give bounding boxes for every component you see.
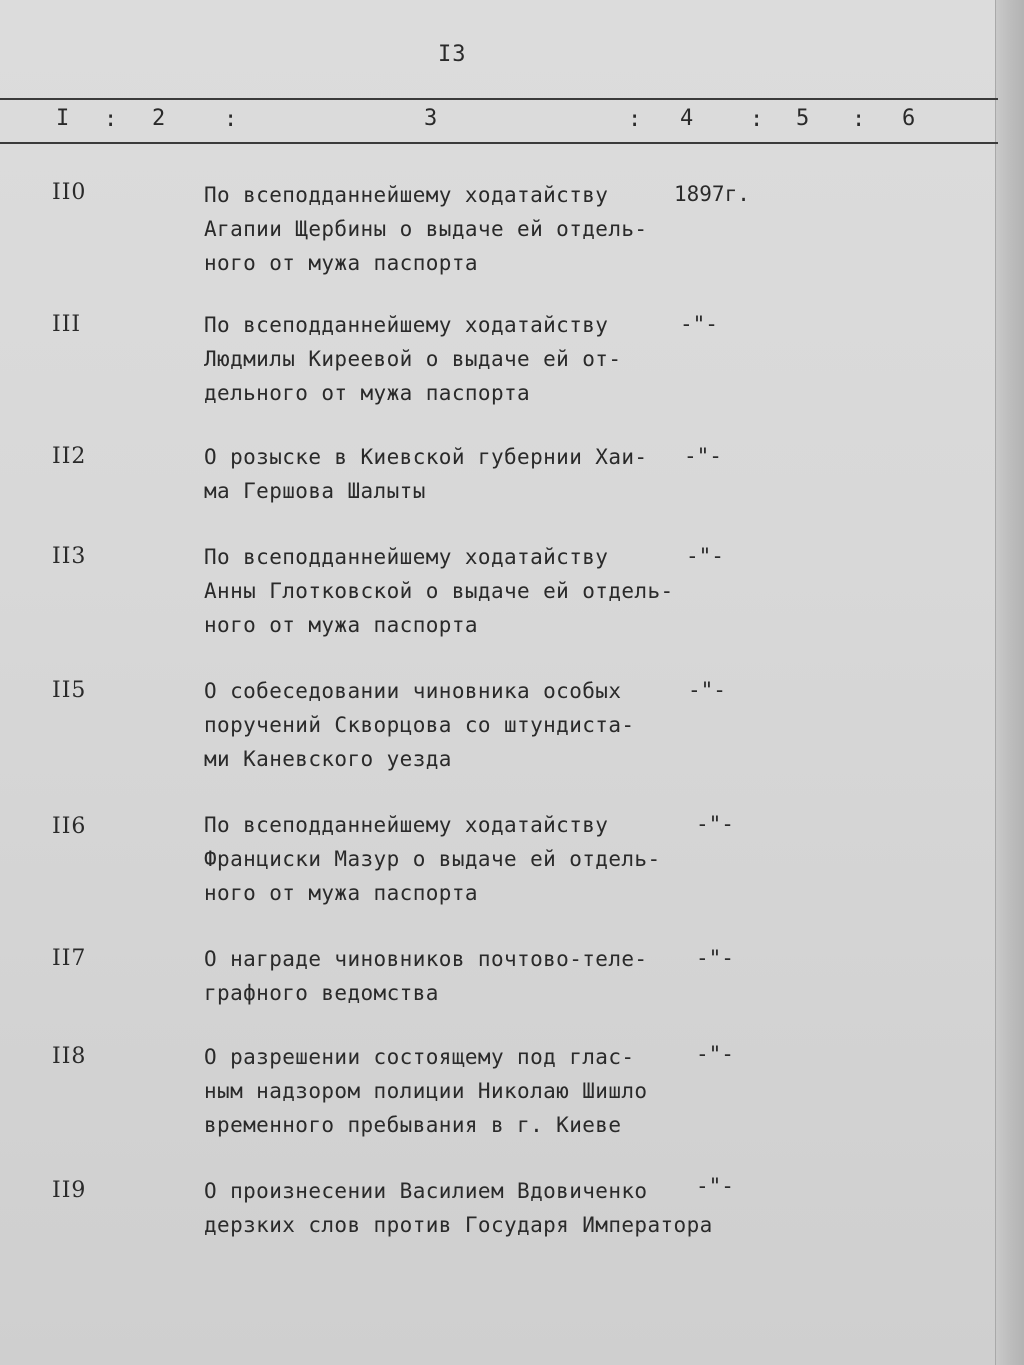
header-rule-top — [0, 98, 998, 100]
entry-number: II8 — [52, 1044, 87, 1069]
entry-line: По всеподданнейшему ходатайству — [204, 813, 609, 837]
column-header-6: 6 — [902, 106, 916, 131]
entry-line: графного ведомства — [204, 981, 439, 1005]
entry-line: ного от мужа паспорта — [204, 881, 478, 905]
column-header-5: 5 — [796, 106, 810, 131]
entry-number: II9 — [52, 1178, 87, 1203]
entry-line: дерзких слов против Государя Императора — [204, 1213, 713, 1237]
entry-line: ми Каневского уезда — [204, 747, 452, 771]
entry-year: -"- — [686, 544, 724, 568]
column-separator: : — [224, 107, 238, 132]
entry-line: Франциски Мазур о выдаче ей отдель- — [204, 847, 661, 871]
entry-line: По всеподданнейшему ходатайству — [204, 545, 609, 569]
entry-year: 1897г. — [674, 182, 750, 206]
entry-number: II0 — [52, 180, 87, 205]
entry-description — [204, 540, 684, 642]
entry-line: ного от мужа паспорта — [204, 613, 478, 637]
column-header-3: 3 — [424, 106, 438, 131]
entry-description — [204, 440, 684, 508]
column-separator: : — [104, 107, 118, 132]
column-header-2: 2 — [152, 106, 166, 131]
page-number: I3 — [438, 42, 467, 67]
entry-year: -"- — [688, 678, 726, 702]
entry-description — [204, 1174, 713, 1242]
header-rule-bottom — [0, 142, 998, 144]
entry-description — [204, 674, 684, 776]
column-separator: : — [750, 107, 764, 132]
entry-description — [204, 1040, 684, 1142]
entry-line: О произнесении Василием Вдовиченко — [204, 1179, 648, 1203]
entry-year: -"- — [680, 312, 718, 336]
entry-line: ма Гершова Шалыты — [204, 479, 426, 503]
entry-year: -"- — [696, 812, 734, 836]
entry-number: II2 — [52, 444, 87, 469]
entry-number: II7 — [52, 946, 87, 971]
entry-line: дельного от мужа паспорта — [204, 381, 531, 405]
column-separator: : — [852, 107, 866, 132]
entry-line: О разрешении состоящему под глас- — [204, 1045, 635, 1069]
column-header-1: I — [56, 106, 70, 131]
entry-line: Людмилы Киреевой о выдаче ей от- — [204, 347, 622, 371]
entry-line: О собеседовании чиновника особых — [204, 679, 622, 703]
entry-line: По всеподданнейшему ходатайству — [204, 183, 609, 207]
entry-line: Анны Глотковской о выдаче ей отдель- — [204, 579, 674, 603]
entry-year: -"- — [696, 946, 734, 970]
entry-description — [204, 808, 684, 910]
entry-description — [204, 942, 684, 1010]
entry-line: поручений Скворцова со штундиста- — [204, 713, 635, 737]
entry-line: О награде чиновников почтово-теле- — [204, 947, 648, 971]
entry-description — [204, 308, 684, 410]
entry-year: -"- — [696, 1042, 734, 1066]
entry-number: II6 — [52, 814, 87, 839]
entry-year: -"- — [696, 1174, 734, 1198]
entry-number: II5 — [52, 678, 87, 703]
entry-number: III — [52, 312, 82, 337]
entry-line: Агапии Щербины о выдаче ей отдель- — [204, 217, 648, 241]
column-separator: : — [628, 107, 642, 132]
entry-year: -"- — [684, 444, 722, 468]
entry-line: ным надзором полиции Николаю Шишло — [204, 1079, 648, 1103]
column-header-4: 4 — [680, 106, 694, 131]
entry-number: II3 — [52, 544, 87, 569]
entry-line: По всеподданнейшему ходатайству — [204, 313, 609, 337]
entry-line: временного пребывания в г. Киеве — [204, 1113, 622, 1137]
page-edge — [995, 0, 1024, 1365]
entry-line: О розыске в Киевской губернии Хаи- — [204, 445, 648, 469]
entry-description — [204, 178, 684, 280]
entry-line: ного от мужа паспорта — [204, 251, 478, 275]
